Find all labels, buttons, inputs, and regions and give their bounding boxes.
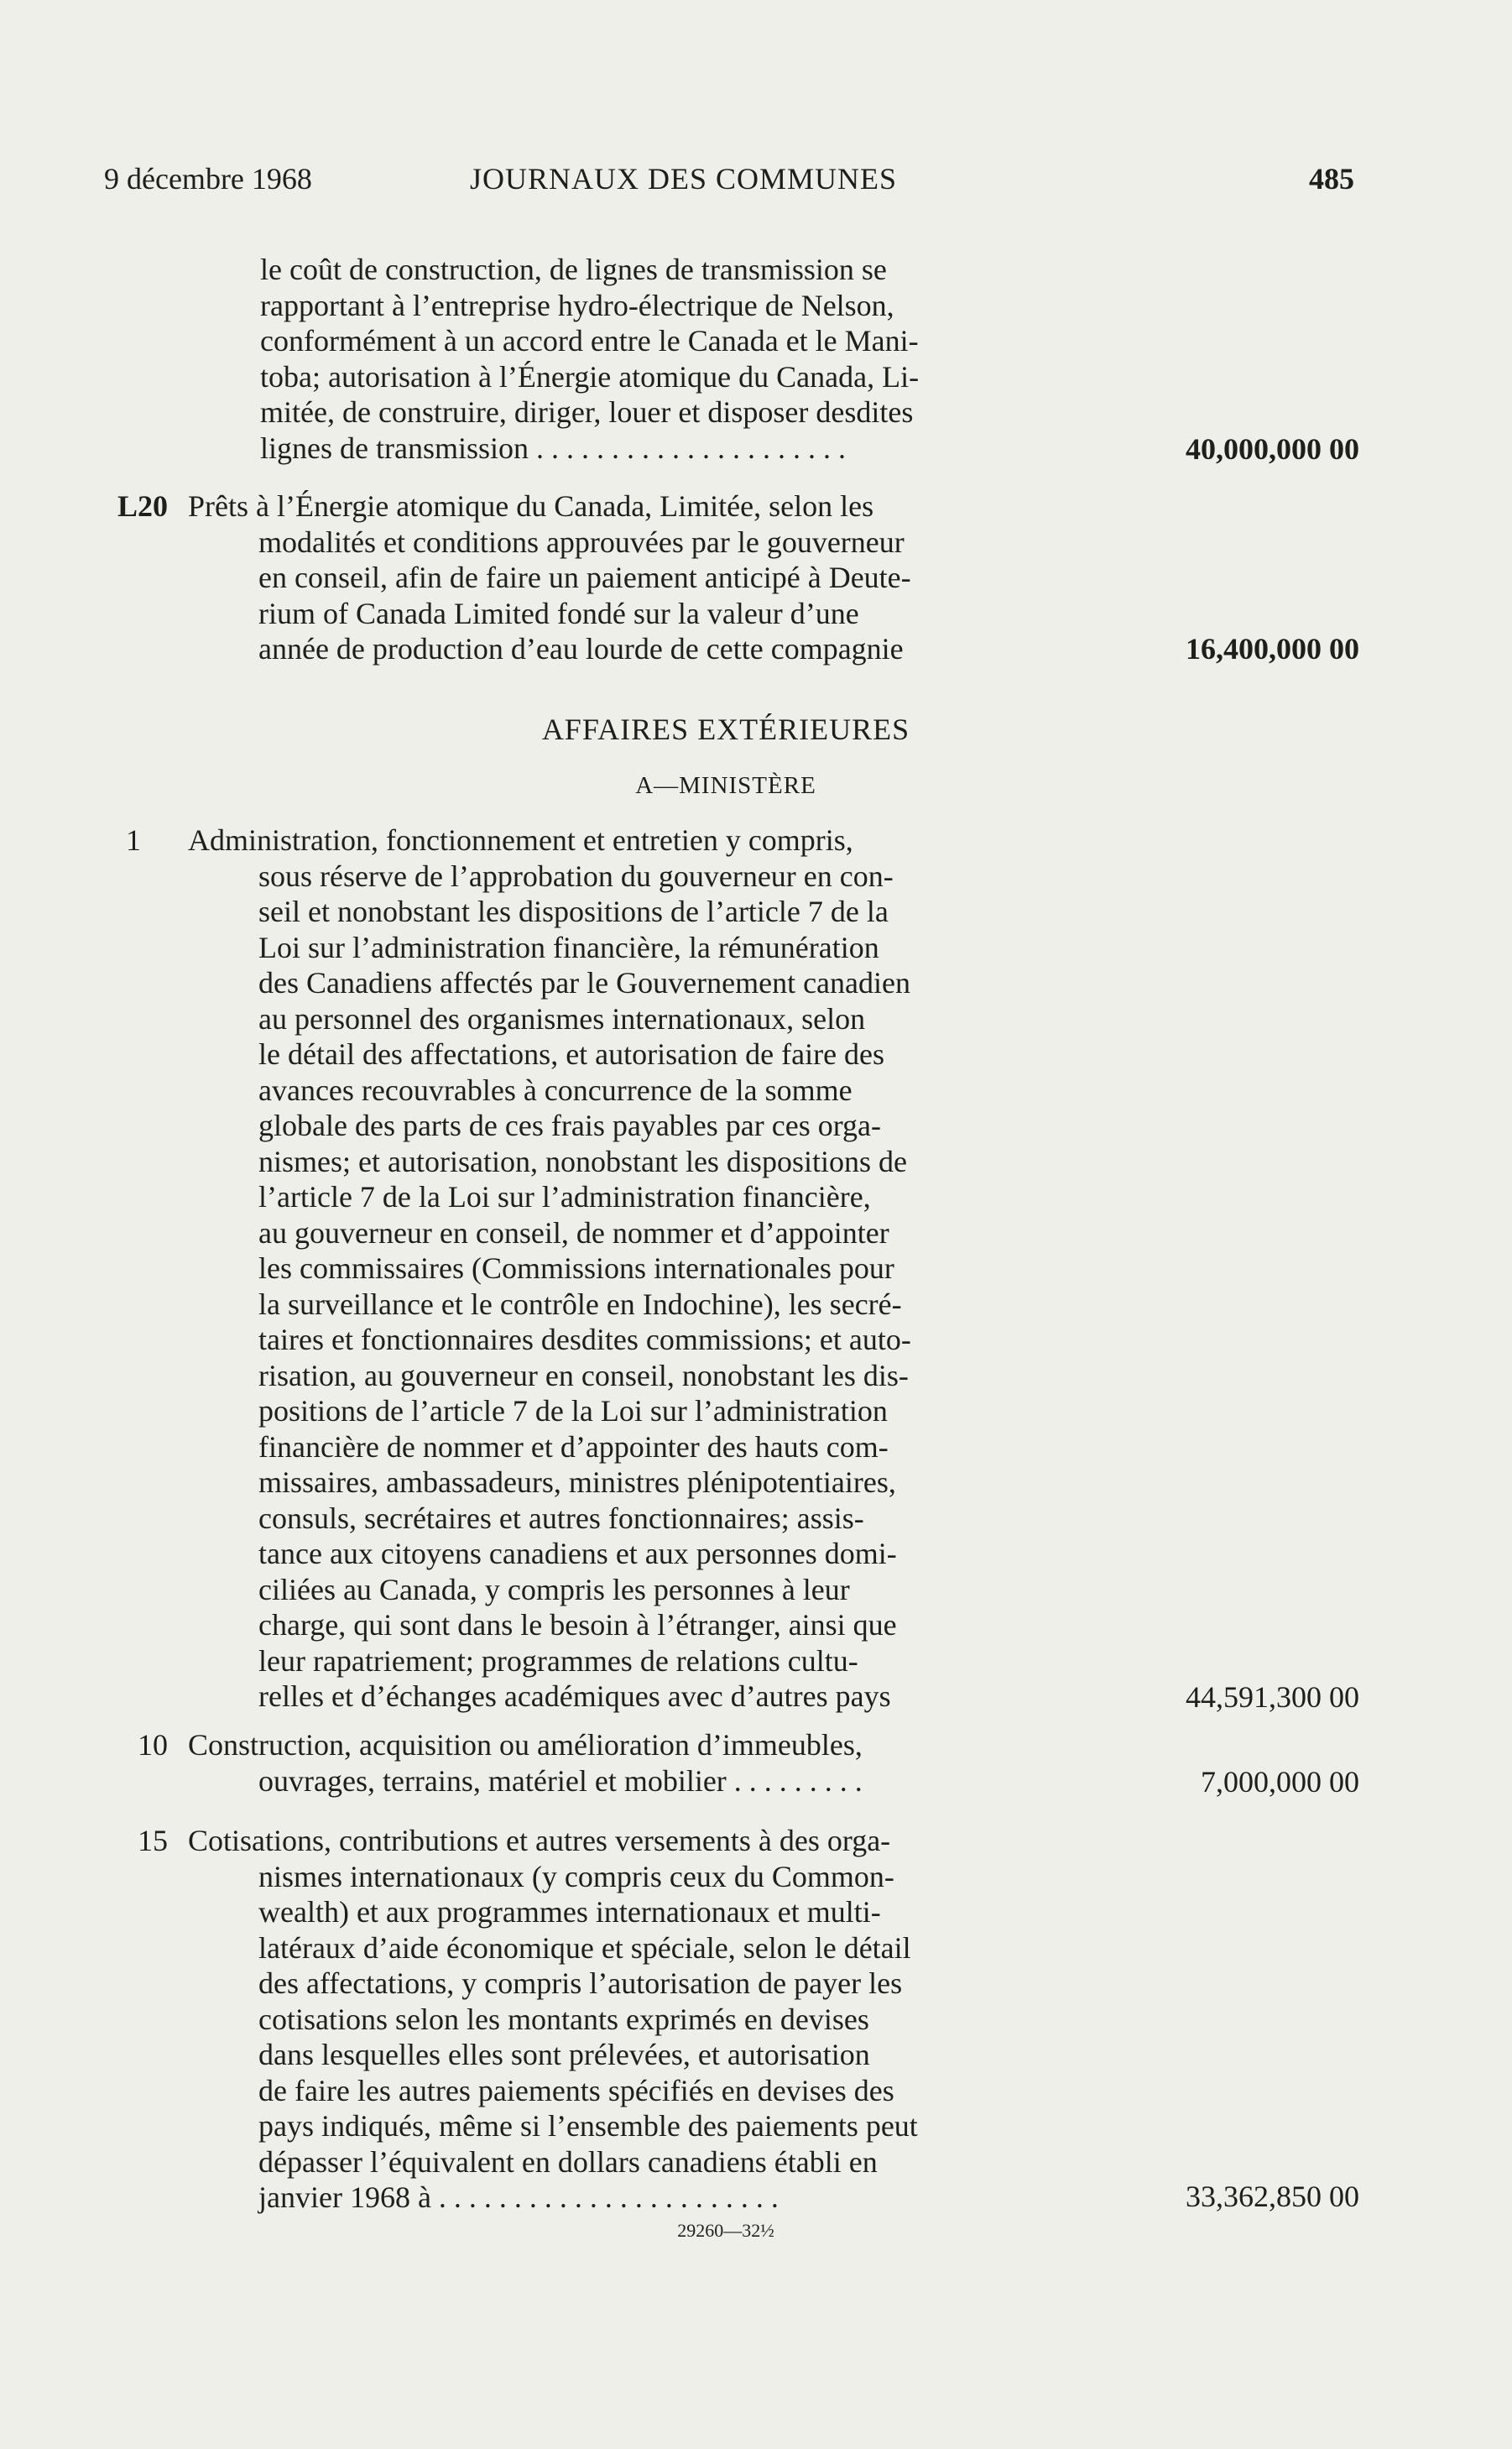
text-line: sous réserve de l’approbation du gouverneur en con- <box>258 859 894 893</box>
text-line: ouvrages, terrains, matériel et mobilier . . . . . . . . . <box>258 1763 863 1798</box>
text-line: conformément à un accord entre le Canada et le Mani- <box>260 324 919 358</box>
text-line: missaires, ambassadeurs, ministres plénipotentiaires, <box>258 1465 896 1499</box>
text-line: en conseil, afin de faire un paiement anticipé à Deute- <box>258 561 911 594</box>
entry-text <box>188 1727 1212 1799</box>
entry-l20 <box>92 488 1359 673</box>
entry-amount: 40,000,000 00 <box>1186 432 1359 466</box>
entry-amount: 7,000,000 00 <box>1201 1765 1359 1799</box>
text-line: lignes de transmission . . . . . . . . . . . . . . . . . . . . . <box>260 431 846 465</box>
text-line: année de production d’eau lourde de cette compagnie <box>258 632 904 666</box>
text-line: toba; autorisation à l’Énergie atomique du Canada, Li- <box>260 359 920 394</box>
text-line: charge, qui sont dans le besoin à l’étranger, ainsi que <box>258 1608 897 1642</box>
text-line: nismes internationaux (y compris ceux du Common- <box>258 1859 894 1893</box>
text-line: dans lesquelles elles sont prélevées, et autorisation <box>258 2038 870 2071</box>
entry-continuation <box>92 252 1359 470</box>
text-line: l’article 7 de la Loi sur l’administration financière, <box>258 1180 871 1214</box>
entry-text <box>260 252 1212 466</box>
text-line: au personnel des organismes internationaux, selon <box>258 1001 866 1036</box>
entry-number: 15 <box>138 1824 168 1857</box>
entry-vote-10 <box>92 1727 1359 1803</box>
entry-number: 1 <box>126 823 141 857</box>
section-title: AFFAIRES EXTÉRIEURES <box>541 713 910 746</box>
text-line: risation, au gouverneur en conseil, nonobstant les dis- <box>258 1358 909 1392</box>
text-line: rium of Canada Limited fondé sur la valeur d’une <box>258 596 859 630</box>
text-line: le coût de construction, de lignes de transmission se <box>260 253 887 286</box>
entry-vote-1 <box>92 822 1359 1729</box>
text-line: consuls, secrétaires et autres fonctionnaires; assis- <box>258 1501 864 1535</box>
header-date: 9 décembre 1968 <box>104 162 312 196</box>
text-line: latéraux d’aide économique et spéciale, selon le détail <box>258 1930 911 1965</box>
text-line: de faire les autres paiements spécifiés en devises des <box>258 2073 894 2107</box>
text-line: Administration, fonctionnement et entretien y compris, <box>188 823 853 857</box>
entry-text <box>188 822 1212 1715</box>
text-line: avances recouvrables à concurrence de la somme <box>258 1073 852 1107</box>
text-line: financière de nommer et d’appointer des hauts com- <box>258 1429 889 1464</box>
text-line: les commissaires (Commissions internationales pour <box>258 1251 894 1285</box>
text-line: globale des parts de ces frais payables par ces orga- <box>258 1109 882 1142</box>
text-line: la surveillance et le contrôle en Indochine), les secré- <box>258 1287 902 1321</box>
text-line: cotisations selon les montants exprimés en devises <box>258 2002 869 2036</box>
entry-text <box>188 1823 1212 2216</box>
text-line: des affectations, y compris l’autorisation de payer les <box>258 1966 903 2000</box>
page-header <box>104 161 1354 203</box>
text-line: pays indiqués, même si l’ensemble des paiements peut <box>258 2109 918 2143</box>
entry-amount: 33,362,850 00 <box>1186 2180 1359 2213</box>
entry-text <box>188 488 1212 667</box>
text-line: Construction, acquisition ou amélioration d’immeubles, <box>188 1728 863 1762</box>
text-line: relles et d’échanges académiques avec d’autres pays <box>258 1679 891 1713</box>
entry-vote-15 <box>92 1823 1359 2226</box>
text-line: nismes; et autorisation, nonobstant les dispositions de <box>258 1144 907 1178</box>
text-line: rapportant à l’entreprise hydro-électrique de Nelson, <box>260 288 894 322</box>
entry-number: 10 <box>138 1728 168 1762</box>
entry-amount: 44,591,300 00 <box>1186 1680 1359 1714</box>
text-line: Cotisations, contributions et autres versements à des orga- <box>188 1824 891 1857</box>
text-line: modalités et conditions approuvées par le gouverneur <box>258 525 905 559</box>
text-line: seil et nonobstant les dispositions de l’article 7 de la <box>258 895 889 928</box>
text-line: des Canadiens affectés par le Gouvernement canadien <box>258 966 910 1000</box>
text-line: Prêts à l’Énergie atomique du Canada, Limitée, selon les <box>188 489 874 523</box>
text-line: dépasser l’équivalent en dollars canadiens établi en <box>258 2144 878 2179</box>
text-line: leur rapatriement; programmes de relations cultu- <box>258 1643 858 1678</box>
text-line: wealth) et aux programmes internationaux et multi- <box>258 1895 881 1929</box>
header-journal-title: JOURNAUX DES COMMUNES <box>470 162 898 196</box>
text-line: le détail des affectations, et autorisation de faire des <box>258 1037 885 1071</box>
section-subtitle: A—MINISTÈRE <box>635 772 816 799</box>
text-line: Loi sur l’administration financière, la rémunération <box>258 930 879 964</box>
text-line: taires et fonctionnaires desdites commissions; et auto- <box>258 1323 911 1356</box>
header-page-number: 485 <box>1309 162 1354 196</box>
footer-code: 29260—32½ <box>677 2220 774 2241</box>
text-line: tance aux citoyens canadiens et aux personnes domi- <box>258 1537 897 1570</box>
entry-number: L20 <box>117 489 169 523</box>
text-line: au gouverneur en conseil, de nommer et d’appointer <box>258 1215 889 1250</box>
text-line: positions de l’article 7 de la Loi sur l’administration <box>258 1394 888 1428</box>
text-line: janvier 1968 à . . . . . . . . . . . . . . . . . . . . . . . <box>258 2180 779 2214</box>
text-line: mitée, de construire, diriger, louer et disposer desdites <box>260 395 914 429</box>
text-line: ciliées au Canada, y compris les personnes à leur <box>258 1572 850 1606</box>
entry-amount: 16,400,000 00 <box>1186 632 1359 666</box>
